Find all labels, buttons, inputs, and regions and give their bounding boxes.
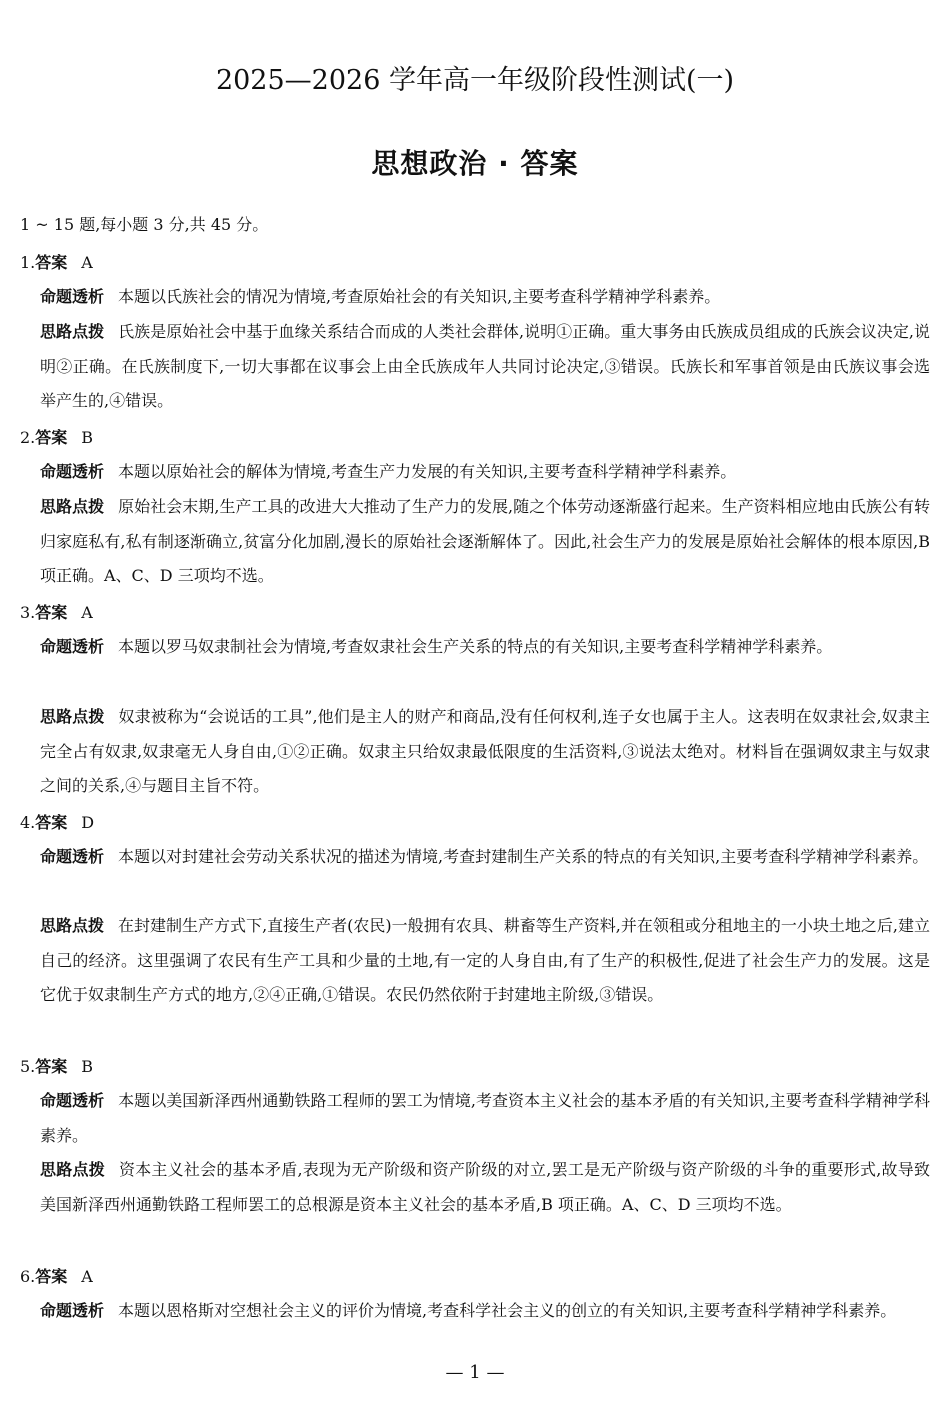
answer-label: 答案 <box>35 1057 68 1076</box>
question-1-answer <box>20 250 93 273</box>
analysis-text: 本题以对封建社会劳动关系状况的描述为情境,考查封建制生产关系的特点的有关知识,主要考查科学精神学科素养。 <box>118 847 929 866</box>
reasoning-text: 在封建制生产方式下,直接生产者(农民)一般拥有农具、耕畜等生产资料,并在领租或分租地主的一小块土地之后,建立自己的经济。这里强调了农民有生产工具和少量的土地,有一定的人身自由,有了生产的积极性,促进了社会生产力的发展。这是它优于奴隶制生产方式的地方,②④正确,①错误。农民仍然依附于封建地主阶级,③错误。 <box>40 916 930 1004</box>
answer-label: 答案 <box>35 428 68 447</box>
analysis-text: 本题以原始社会的解体为情境,考查生产力发展的有关知识,主要考查科学精神学科素养。 <box>118 462 737 481</box>
document-subtitle: 思想政治 · 答案 <box>371 147 579 180</box>
reasoning-label: 思路点拨 <box>40 916 105 935</box>
question-1-reasoning <box>40 315 930 419</box>
analysis-label: 命题透析 <box>40 847 105 866</box>
reasoning-text: 原始社会末期,生产工具的改进大大推动了生产力的发展,随之个体劳动逐渐盛行起来。生产资料相应地由氏族公有转归家庭私有,私有制逐渐确立,贫富分化加剧,漫长的原始社会逐渐解体了。因此,社会生产力的发展是原始社会解体的根本原因,B 项正确。A、C、D 三项均不选。 <box>40 497 930 585</box>
scoring-intro: 1 ~ 15 题,每小题 3 分,共 45 分。 <box>20 215 269 234</box>
reasoning-label: 思路点拨 <box>40 1160 105 1179</box>
answer-value: B <box>81 1057 94 1076</box>
reasoning-label: 思路点拨 <box>40 322 105 341</box>
analysis-label: 命题透析 <box>40 462 105 481</box>
question-3-answer <box>20 600 93 623</box>
analysis-label: 命题透析 <box>40 287 105 306</box>
question-4-analysis <box>40 840 930 875</box>
question-4-reasoning <box>40 909 930 1013</box>
question-number: 3. <box>20 603 36 622</box>
document-title: 2025—2026 学年高一年级阶段性测试(一) <box>215 65 735 96</box>
reasoning-text: 氏族是原始社会中基于血缘关系结合而成的人类社会群体,说明①正确。重大事务由氏族成员组成的氏族会议决定,说明②正确。在氏族制度下,一切大事都在议事会上由全氏族成年人共同讨论决定,③错误。氏族长和军事首领是由氏族议事会选举产生的,④错误。 <box>40 322 930 410</box>
analysis-label: 命题透析 <box>40 1301 105 1320</box>
answer-label: 答案 <box>35 253 68 272</box>
analysis-label: 命题透析 <box>40 637 105 656</box>
question-number: 5. <box>20 1057 36 1076</box>
question-2-answer <box>20 425 93 448</box>
page-number: — 1 — <box>445 1362 505 1383</box>
question-number: 4. <box>20 813 36 832</box>
reasoning-text: 资本主义社会的基本矛盾,表现为无产阶级和资产阶级的对立,罢工是无产阶级与资产阶级的斗争的重要形式,故导致美国新泽西州通勤铁路工程师罢工的总根源是资本主义社会的基本矛盾,B 项正确。A、C、D 三项均不选。 <box>40 1160 930 1214</box>
reasoning-label: 思路点拨 <box>40 707 105 726</box>
answer-label: 答案 <box>35 603 68 622</box>
question-6-analysis <box>40 1294 930 1329</box>
analysis-label: 命题透析 <box>40 1091 105 1110</box>
reasoning-label: 思路点拨 <box>40 497 105 516</box>
question-5-answer <box>20 1054 93 1077</box>
answer-value: B <box>81 428 94 447</box>
analysis-text: 本题以恩格斯对空想社会主义的评价为情境,考查科学社会主义的创立的有关知识,主要考查科学精神学科素养。 <box>118 1301 897 1320</box>
question-5-analysis <box>40 1084 930 1153</box>
question-3-analysis <box>40 630 930 665</box>
answer-value: A <box>81 603 93 622</box>
question-2-reasoning <box>40 490 930 594</box>
question-4-answer <box>20 810 94 833</box>
question-number: 2. <box>20 428 36 447</box>
question-number: 1. <box>20 253 36 272</box>
reasoning-text: 奴隶被称为“会说话的工具”,他们是主人的财产和商品,没有任何权利,连子女也属于主人。这表明在奴隶社会,奴隶主完全占有奴隶,奴隶毫无人身自由,①②正确。奴隶主只给奴隶最低限度的生活资料,③说法太绝对。材料旨在强调奴隶主与奴隶之间的关系,④与题目主旨不符。 <box>40 707 930 795</box>
analysis-text: 本题以美国新泽西州通勤铁路工程师的罢工为情境,考查资本主义社会的基本矛盾的有关知识,主要考查科学精神学科素养。 <box>40 1091 930 1145</box>
answer-value: A <box>81 1267 93 1286</box>
answer-value: A <box>81 253 93 272</box>
answer-label: 答案 <box>35 813 68 832</box>
question-1-analysis <box>40 280 930 315</box>
question-6-answer <box>20 1264 93 1287</box>
question-number: 6. <box>20 1267 36 1286</box>
analysis-text: 本题以氏族社会的情况为情境,考查原始社会的有关知识,主要考查科学精神学科素养。 <box>118 287 721 306</box>
answer-label: 答案 <box>35 1267 68 1286</box>
analysis-text: 本题以罗马奴隶制社会为情境,考查奴隶社会生产关系的特点的有关知识,主要考查科学精神学科素养。 <box>118 637 833 656</box>
question-2-analysis <box>40 455 930 490</box>
answer-value: D <box>81 813 95 832</box>
question-5-reasoning <box>40 1153 930 1222</box>
question-3-reasoning <box>40 700 930 804</box>
